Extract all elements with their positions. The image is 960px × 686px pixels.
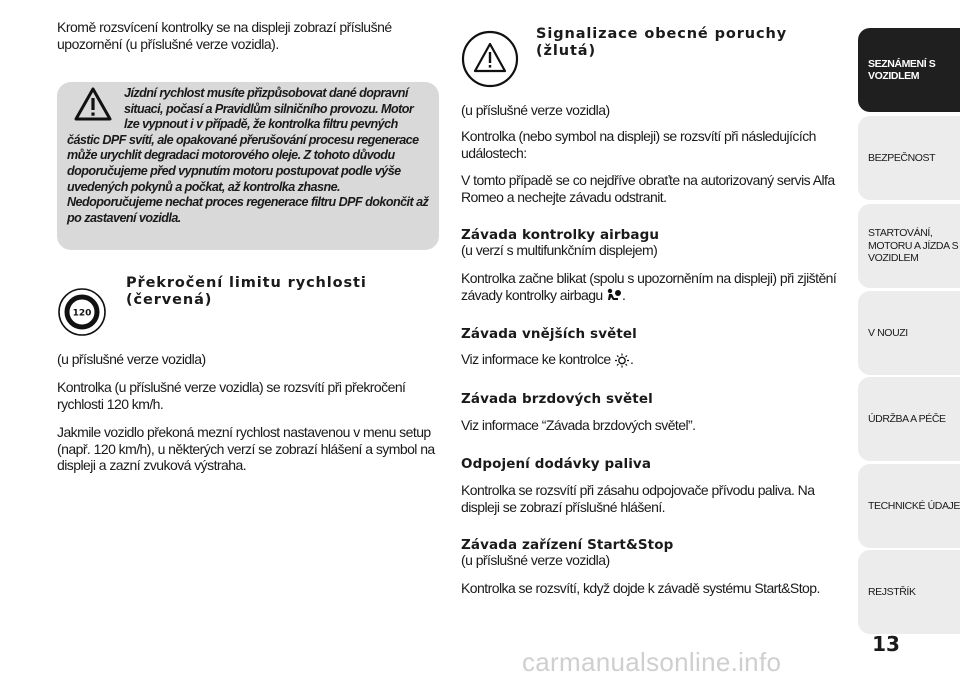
fuel-cutoff-heading: Odpojení dodávky paliva (461, 456, 652, 472)
warning-line: může urychlit degradaci motorového oleje. Z tohoto důvodu (67, 148, 395, 163)
tab-label-line: VOZIDLEM (868, 252, 919, 265)
warning-line: Nedoporučujeme nechat proces regenerace filtru DPF dokončit až (67, 195, 429, 210)
warning-line: Jízdní rychlost musíte přizpůsobovat dané dopravní (124, 86, 408, 100)
speed-paragraph: Kontrolka (u příslušné verze vozidla) se rozsvítí při překročení rychlosti 120 km/h. (57, 379, 406, 412)
tab-label-line: REJSTŘÍK (868, 585, 916, 598)
brake-lights-heading: Závada brzdových světel (461, 391, 653, 407)
fuel-cutoff-paragraph: Kontrolka se rozsvítí při zásahu odpojovače přívodu paliva. Na displeji se zobrazí příslušné hlášení. (461, 482, 815, 515)
tab-label-line: MOTORU A JÍZDA S (868, 239, 959, 252)
page-number: 13 (872, 632, 900, 656)
tab-label-line: BEZPEČNOST (868, 151, 936, 164)
speed-version-note: (u příslušné verze vozidla) (57, 351, 206, 367)
brake-lights-paragraph: Viz informace “Závada brzdových světel”. (461, 417, 696, 433)
tab-maintenance[interactable] (858, 377, 960, 461)
tab-label-line: SEZNÁMENÍ S (868, 57, 936, 70)
start-stop-version-note: (u příslušné verze vozidla) (461, 552, 610, 568)
general-paragraph: Kontrolka (nebo symbol na displeji) se rozsvítí při následujících událostech: (461, 128, 816, 161)
speed-limit-icon-label: 120 (72, 308, 92, 319)
general-fault-title-line: Signalizace obecné poruchy (536, 26, 788, 42)
tab-technical-data[interactable] (858, 464, 960, 548)
tab-label (868, 58, 935, 83)
start-stop-heading: Závada zařízení Start&Stop (461, 537, 674, 553)
general-fault-icon (461, 30, 519, 88)
tab-introduction[interactable] (858, 28, 960, 112)
speed-limit-title-line: (červená) (126, 292, 213, 308)
tab-label-line: ÚDRŽBA A PÉČE (868, 412, 946, 425)
airbag-paragraph (461, 270, 841, 303)
tab-label-line: TECHNICKÉ ÚDAJE (868, 499, 960, 512)
tab-label-line: VOZIDLEM (868, 70, 920, 82)
speed-paragraph: Jakmile vozidlo překoná mezní rychlost nastavenou v menu setup (např. 120 km/h), u některých verzí se zobrazí hlášení a symbol na displeji a zazní zvuková výstraha. (57, 424, 435, 473)
speed-limit-title (126, 275, 426, 309)
warning-line: uvedených pokynů a počkat, až kontrolka zhasne. (67, 179, 340, 194)
bulb-failure-icon (614, 353, 630, 368)
airbag-version-note: (u verzí s multifunkčním displejem) (461, 242, 658, 258)
airbag-heading: Závada kontrolky airbagu (461, 227, 660, 243)
general-version-note: (u příslušné verze vozidla) (461, 102, 610, 118)
speed-limit-title-line: Překročení limitu rychlosti (126, 275, 367, 291)
tab-safety[interactable] (858, 116, 960, 200)
warning-text (67, 86, 431, 226)
airbag-icon (606, 288, 622, 303)
warning-line: doporučujeme před vypnutím motoru postupovat podle výše (67, 163, 401, 178)
general-fault-title (536, 26, 836, 60)
exterior-lights-paragraph-text: Viz informace ke kontrolce (461, 351, 611, 367)
general-fault-title-line: (žlutá) (536, 43, 597, 59)
tab-label-line: V NOUZI (868, 326, 908, 339)
tab-label (868, 227, 958, 265)
warning-line: částic DPF svítí, ale opakované přerušování procesu regenerace (67, 132, 419, 147)
intro-paragraph: Kromě rozsvícení kontrolky se na displeji zobrazí příslušné upozornění (u příslušné verze vozidla). (57, 19, 392, 52)
warning-line: lze vypnout i v případě, že kontrolka filtru pevných (124, 117, 398, 132)
start-stop-paragraph: Kontrolka se rozsvítí, když dojde k závadě systému Start&Stop. (461, 580, 820, 596)
tab-label-line: STARTOVÁNÍ, (868, 227, 933, 240)
speed-limit-icon (57, 287, 107, 337)
tab-index[interactable] (858, 550, 960, 634)
tab-starting-driving[interactable] (858, 204, 960, 288)
warning-line: situaci, počasí a Pravidlům silničního provozu. Motor (124, 101, 414, 116)
warning-line: po zastavení vozidla. (67, 210, 181, 225)
exterior-lights-paragraph-end: . (629, 351, 634, 367)
watermark: carmanualsonline.info (522, 647, 782, 677)
airbag-paragraph-text: Kontrolka začne blikat (spolu s upozorněním na displeji) při zjištění závady kontrolky airbagu (461, 270, 837, 303)
airbag-paragraph-end: . (622, 286, 626, 303)
exterior-lights-paragraph (461, 351, 841, 368)
tab-emergency[interactable] (858, 291, 960, 375)
general-paragraph: V tomto případě se co nejdříve obraťte na autorizovaný servis Alfa Romeo a nechejte závadu odstranit. (461, 172, 835, 205)
exterior-lights-heading: Závada vnějších světel (461, 326, 637, 342)
